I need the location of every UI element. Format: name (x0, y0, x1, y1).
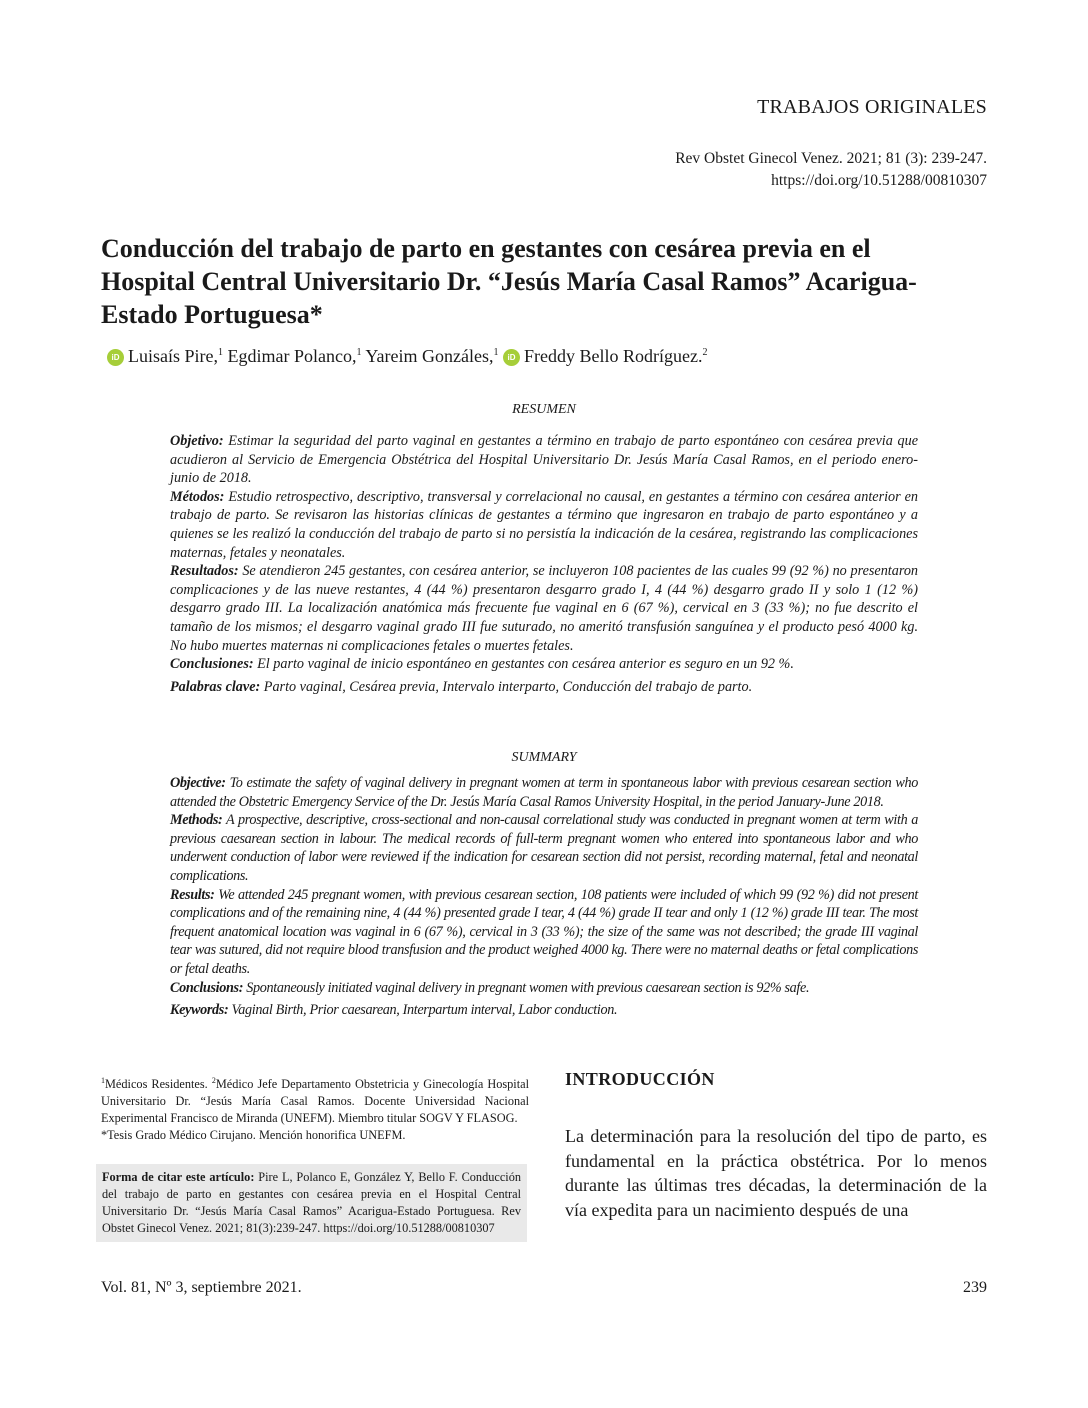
conclusiones-label: Conclusiones: (170, 656, 254, 673)
thesis-note: *Tesis Grado Médico Cirujano. Mención honorifica UNEFM. (101, 1128, 406, 1143)
orcid-icon[interactable]: iD (107, 349, 124, 366)
cite-text: Pire L, Polanco E, González Y, Bello F. Conducción del trabajo de parto en gestantes con cesárea previa en el Hospital Central Universitario Dr. “Jesús María Casal Ramos” Acarigua-Estado Portuguesa. Rev Obstet Ginecol Venez. 2021; 81(3):239-247. https://doi.org/10.51288/00810307 (102, 1170, 522, 1235)
summary-heading: SUMMARY (511, 750, 577, 765)
objetivo-label: Objetivo: (170, 433, 224, 449)
resumen-resultados: Resultados: Se atendieron 245 gestantes, con cesárea anterior, se incluyeron 108 pacientes de las cuales 99 (92 %) no presentaron complicaciones y de las nueve restantes, 4 (44 %) presentaron desgarro grado I, 4 (44 %) desgarro grado II y solo 1 (12 %) desgarro grado III. La localización anatómica más frecuente fue vaginal en 6 (67 %), cervical en 3 (33 %); no fue descrito el tamaño de los mismos; el desgarro vaginal grado III fue suturado, no ameritó transfusión sanguínea y el producto pesó 4000 kg. No hubo muertes maternas ni complicaciones fetales o muertes fetales. (170, 563, 919, 654)
summary-conclusions: Conclusions: Spontaneously initiated vaginal delivery in pregnant women with previous caesarean section is 92% safe. (170, 979, 810, 996)
objective-label: Objective: (170, 775, 226, 791)
author-name: Egdimar Polanco, (227, 346, 357, 366)
author-name: Freddy Bello Rodríguez. (523, 346, 703, 366)
summary-keywords: Keywords: Vaginal Birth, Prior caesarean, Interpartum interval, Labor conduction. (170, 1002, 618, 1019)
summary-objective: Objective: To estimate the safety of vaginal delivery in pregnant women at term in spontaneous labor with previous cesarean section who attended the Obstetric Emergency Service of the Dr. Jesús María Casal Ramos University Hospital, in the period January-June 2018. (170, 775, 918, 810)
metodos-label: Métodos: (170, 488, 225, 505)
summary-results: Results: We attended 245 pregnant women, with previous cesarean section, 108 patients were included of which 99 (92 %) did not present complications and of the remaining nine, 4 (44 %) presented grade I tear, 4 (44 %) grade II tear and only 1 (12 %) grade III tear. The most frequent anatomical location was vaginal in 6 (67 %), cervical in 3 (33 %); the size of the same was not described; the grade III vaginal tear was sutured, did not require blood transfusion and the product weighed 4000 kg. There were no maternal deaths or fetal complications or fetal deaths. (170, 886, 919, 977)
resumen-heading: RESUMEN (512, 402, 576, 417)
affiliation-marker: 1 (356, 347, 362, 358)
conclusions-label: Conclusions: (170, 979, 244, 996)
intro-heading: INTRODUCCIÓN (565, 1069, 715, 1089)
footer-volume: Vol. 81, Nº 3, septiembre 2021. (101, 1279, 302, 1296)
journal-reference: Rev Obstet Ginecol Venez. 2021; 81 (3): 239-247. (675, 150, 987, 167)
affiliation-marker: 1 (218, 347, 223, 358)
doi-link[interactable]: https://doi.org/10.51288/00810307 (771, 172, 987, 189)
resumen-palabras-clave: Palabras clave: Parto vaginal, Cesárea previa, Intervalo interparto, Conducción del trabajo de parto. (170, 678, 753, 695)
journal-citation (675, 148, 987, 192)
results-label: Results: (170, 886, 215, 903)
author-list (107, 346, 707, 367)
cite-label: Forma de citar este artículo: (102, 1170, 255, 1184)
affiliation-footnote: $^1$Médicos Residentes. $^2$Médico Jefe Departamento Obstetricia y Ginecología Hospital Universitario Dr. “Jesús María Casal Ramos. Docente Universidad Nacional Experimental Francisco de Miranda (UNEFM). Miembro titular SOGV Y FLASOG. *Tesis Grado Médico Cirujano. Mención honorifica UNEFM. (101, 1076, 530, 1143)
methods-label: Methods: (170, 812, 223, 829)
keywords-label: Keywords: (170, 1002, 229, 1019)
orcid-icon[interactable]: iD (503, 349, 520, 366)
author-name: Yareim Gonzáles, (365, 346, 494, 366)
affiliation-marker: 1 (493, 347, 499, 358)
resumen-block (170, 432, 918, 696)
affiliation-marker: 2 (702, 347, 708, 358)
article-title: Conducción del trabajo de parto en gestantes con cesárea previa en el Hospital Central Universitario Dr. “Jesús María Casal Ramos” Acarigua-Estado Portuguesa* (101, 234, 917, 329)
author-name: Luisaís Pire, (128, 346, 218, 366)
resultados-label: Resultados: (170, 563, 239, 580)
page-number: 239 (963, 1279, 987, 1296)
resumen-objetivo: Objetivo: Estimar la seguridad del parto vaginal en gestantes a término en trabajo de parto espontáneo con cesárea previa que acudieron al Servicio de Emergencia Obstétrica del Hospital Universitario Dr. Jesús María Casal Ramos, en el periodo enero-junio de 2018. (170, 433, 919, 487)
summary-block (170, 774, 918, 1020)
palabras-clave-label: Palabras clave: (170, 678, 261, 695)
resumen-conclusiones: Conclusiones: El parto vaginal de inicio espontáneo en gestantes con cesárea anterior es seguro en un 92 %. (170, 656, 794, 673)
summary-methods: Methods: A prospective, descriptive, cross-sectional and non-causal correlational study was conducted in pregnant women at term with a previous caesarean section in labour. The medical records of full-term pregnant women who entered into spontaneous labor and who underwent conduction of labor were reviewed if the indication for cesarean section did not persist, recording maternal, fetal and neonatal complications. (170, 812, 918, 884)
citation-box (96, 1164, 527, 1242)
intro-paragraph: La determinación para la resolución del tipo de parto, es fundamental en la práctica obstétrica. Por lo menos durante las últimas tres décadas, la determinación de la vía expedita para un nacimiento después de una (565, 1126, 987, 1220)
section-label: TRABAJOS ORIGINALES (757, 96, 987, 118)
resumen-metodos: Métodos: Estudio retrospectivo, descriptivo, transversal y correlacional no causal, en gestantes a término con cesárea anterior en trabajo de parto. Se revisaron las historias clínicas de gestantes a término que ingresaron en trabajo de parto espontáneo y a quienes se les realizó la conducción del trabajo de parto si no persistía la indicación de la cesárea, registrando las complicaciones maternas, fetales y neonatales. (170, 488, 919, 561)
